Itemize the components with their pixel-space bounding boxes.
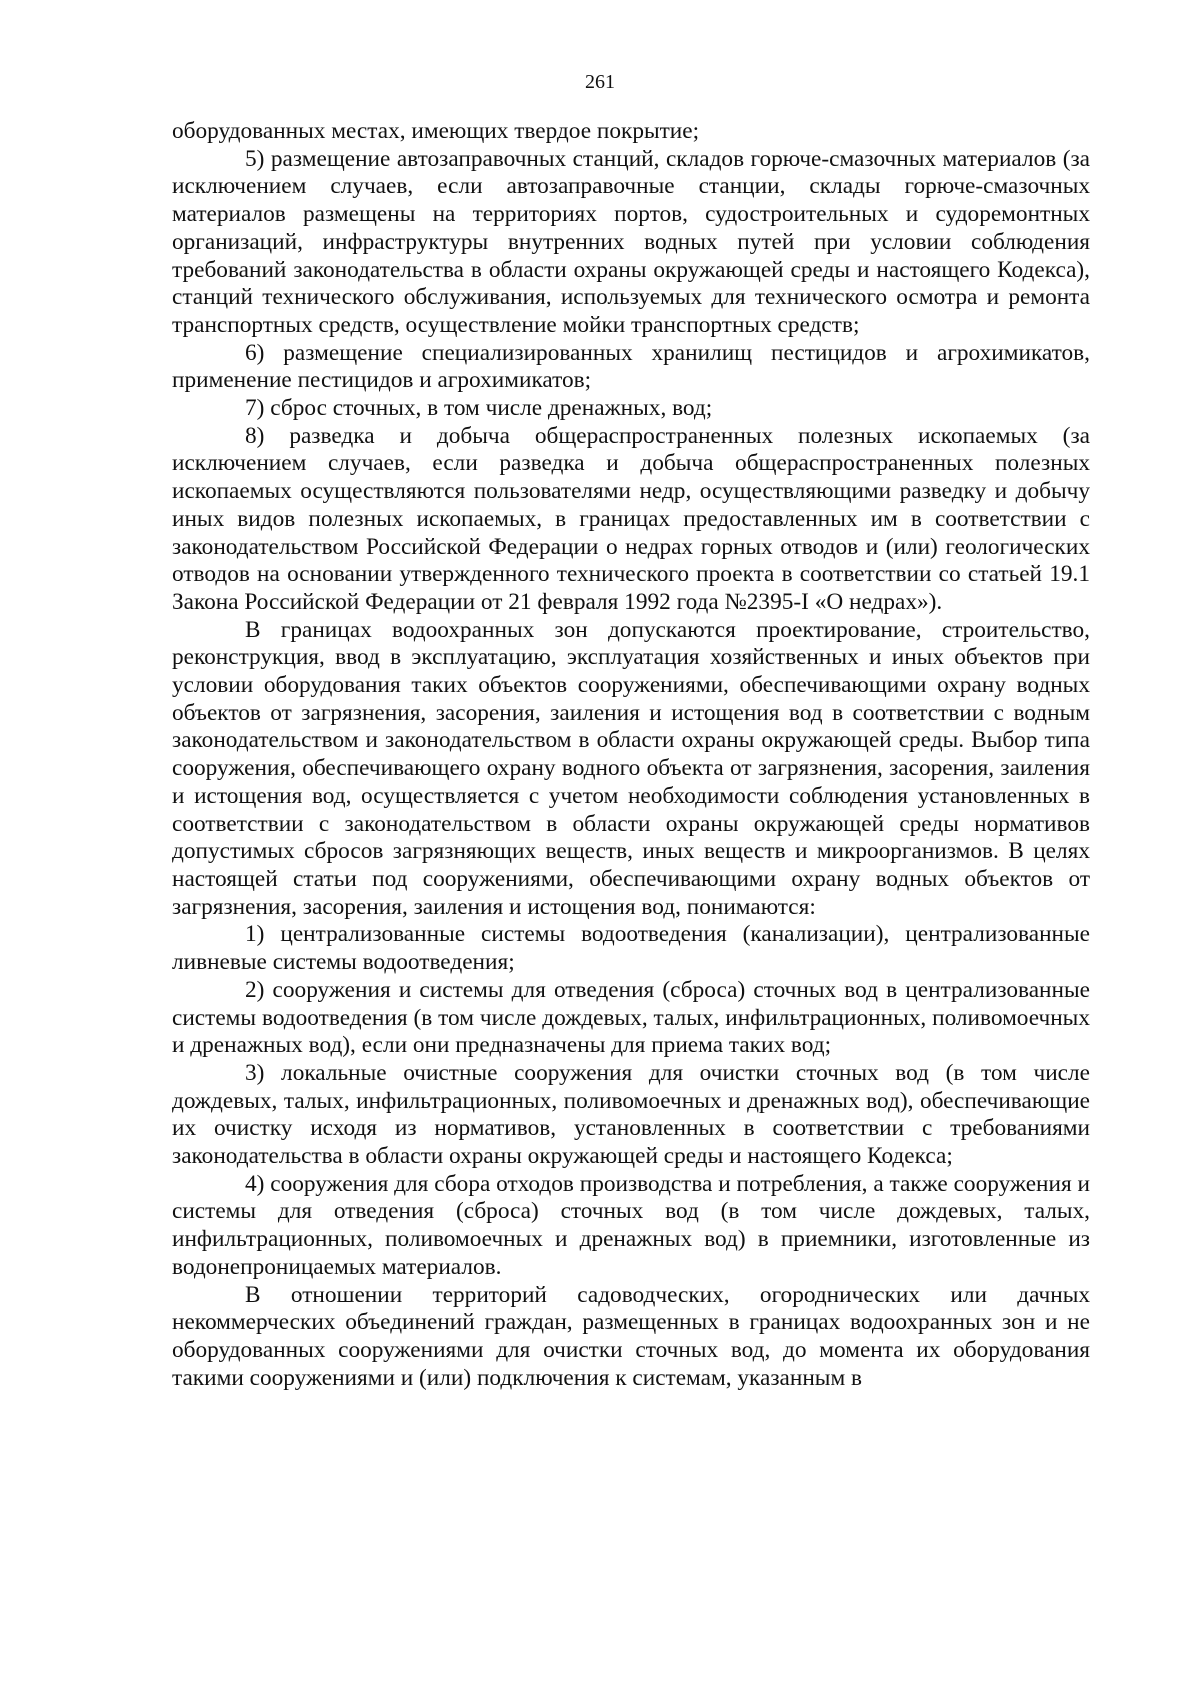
paragraph-item-6: 6) размещение специализированных хранилищ пестицидов и агрохимикатов, применение пестицидов и агрохимикатов; [172, 339, 1090, 394]
paragraph-garden-associations: В отношении территорий садоводческих, огороднических или дачных некоммерческих объединений граждан, размещенных в границах водоохранных зон и не оборудованных сооружениями для очистки сточных вод, до момента их оборудования такими сооружениями и (или) подключения к системам, указанным в [172, 1281, 1090, 1391]
body-text [172, 118, 1090, 1392]
paragraph-item-5: 5) размещение автозаправочных станций, складов горюче-смазочных материалов (за исключением случаев, если автозаправочные станции, склады горюче-смазочных материалов размещены на территориях портов, судостроительных и судоремонтных организаций, инфраструктуры внутренних водных путей при условии соблюдения требований законодательства в области охраны окружающей среды и настоящего Кодекса), станций технического обслуживания, используемых для технического осмотра и ремонта транспортных средств, осуществление мойки транспортных средств; [172, 145, 1090, 338]
paragraph-water-protection-zones: В границах водоохранных зон допускаются проектирование, строительство, реконструкция, ввод в эксплуатацию, эксплуатация хозяйственных и иных объектов при условии оборудования таких объектов сооружениями, обеспечивающими охрану водных объектов от загрязнения, засорения, заиления и истощения вод в соответствии с водным законодательством и законодательством в области охраны окружающей среды. Выбор типа сооружения, обеспечивающего охрану водного объекта от загрязнения, засорения, заиления и истощения вод, осуществляется с учетом необходимости соблюдения установленных в соответствии с законодательством в области охраны окружающей среды нормативов допустимых сбросов загрязняющих веществ, иных веществ и микроорганизмов. В целях настоящей статьи под сооружениями, обеспечивающими охрану водных объектов от загрязнения, засорения, заиления и истощения вод, понимаются: [172, 616, 1090, 920]
paragraph-item-8: 8) разведка и добыча общераспространенных полезных ископаемых (за исключением случаев, если разведка и добыча общераспространенных полезных ископаемых осуществляются пользователями недр, осуществляющими разведку и добычу иных видов полезных ископаемых, в границах предоставленных им в соответствии с законодательством Российской Федерации о недрах горных отводов и (или) геологических отводов на основании утвержденного технического проекта в соответствии со статьей 19.1 Закона Российской Федерации от 21 февраля 1992 года №2395-I «О недрах»). [172, 422, 1090, 615]
paragraph-item-7: 7) сброс сточных, в том числе дренажных, вод; [245, 395, 713, 422]
paragraph-structures-item-3: 3) локальные очистные сооружения для очистки сточных вод (в том числе дождевых, талых, инфильтрационных, поливомоечных и дренажных вод), обеспечивающие их очистку исходя из нормативов, установленных в соответствии с требованиями законодательства в области охраны окружающей среды и настоящего Кодекса; [172, 1059, 1090, 1170]
page-number: 261 [585, 71, 615, 93]
paragraph-structures-item-4: 4) сооружения для сбора отходов производства и потребления, а также сооружения и системы для отведения (сброса) сточных вод (в том числе дождевых, талых, инфильтрационных, поливомоечных и дренажных вод) в приемники, изготовленные из водонепроницаемых материалов. [172, 1170, 1090, 1280]
paragraph-structures-item-2: 2) сооружения и системы для отведения (сброса) сточных вод в централизованные системы водоотведения (в том числе дождевых, талых, инфильтрационных, поливомоечных и дренажных вод), если они предназначены для приема таких вод; [172, 976, 1090, 1059]
paragraph-continuation: оборудованных местах, имеющих твердое покрытие; [172, 118, 700, 144]
paragraph-structures-item-1: 1) централизованные системы водоотведения (канализации), централизованные ливневые системы водоотведения; [172, 921, 1090, 976]
